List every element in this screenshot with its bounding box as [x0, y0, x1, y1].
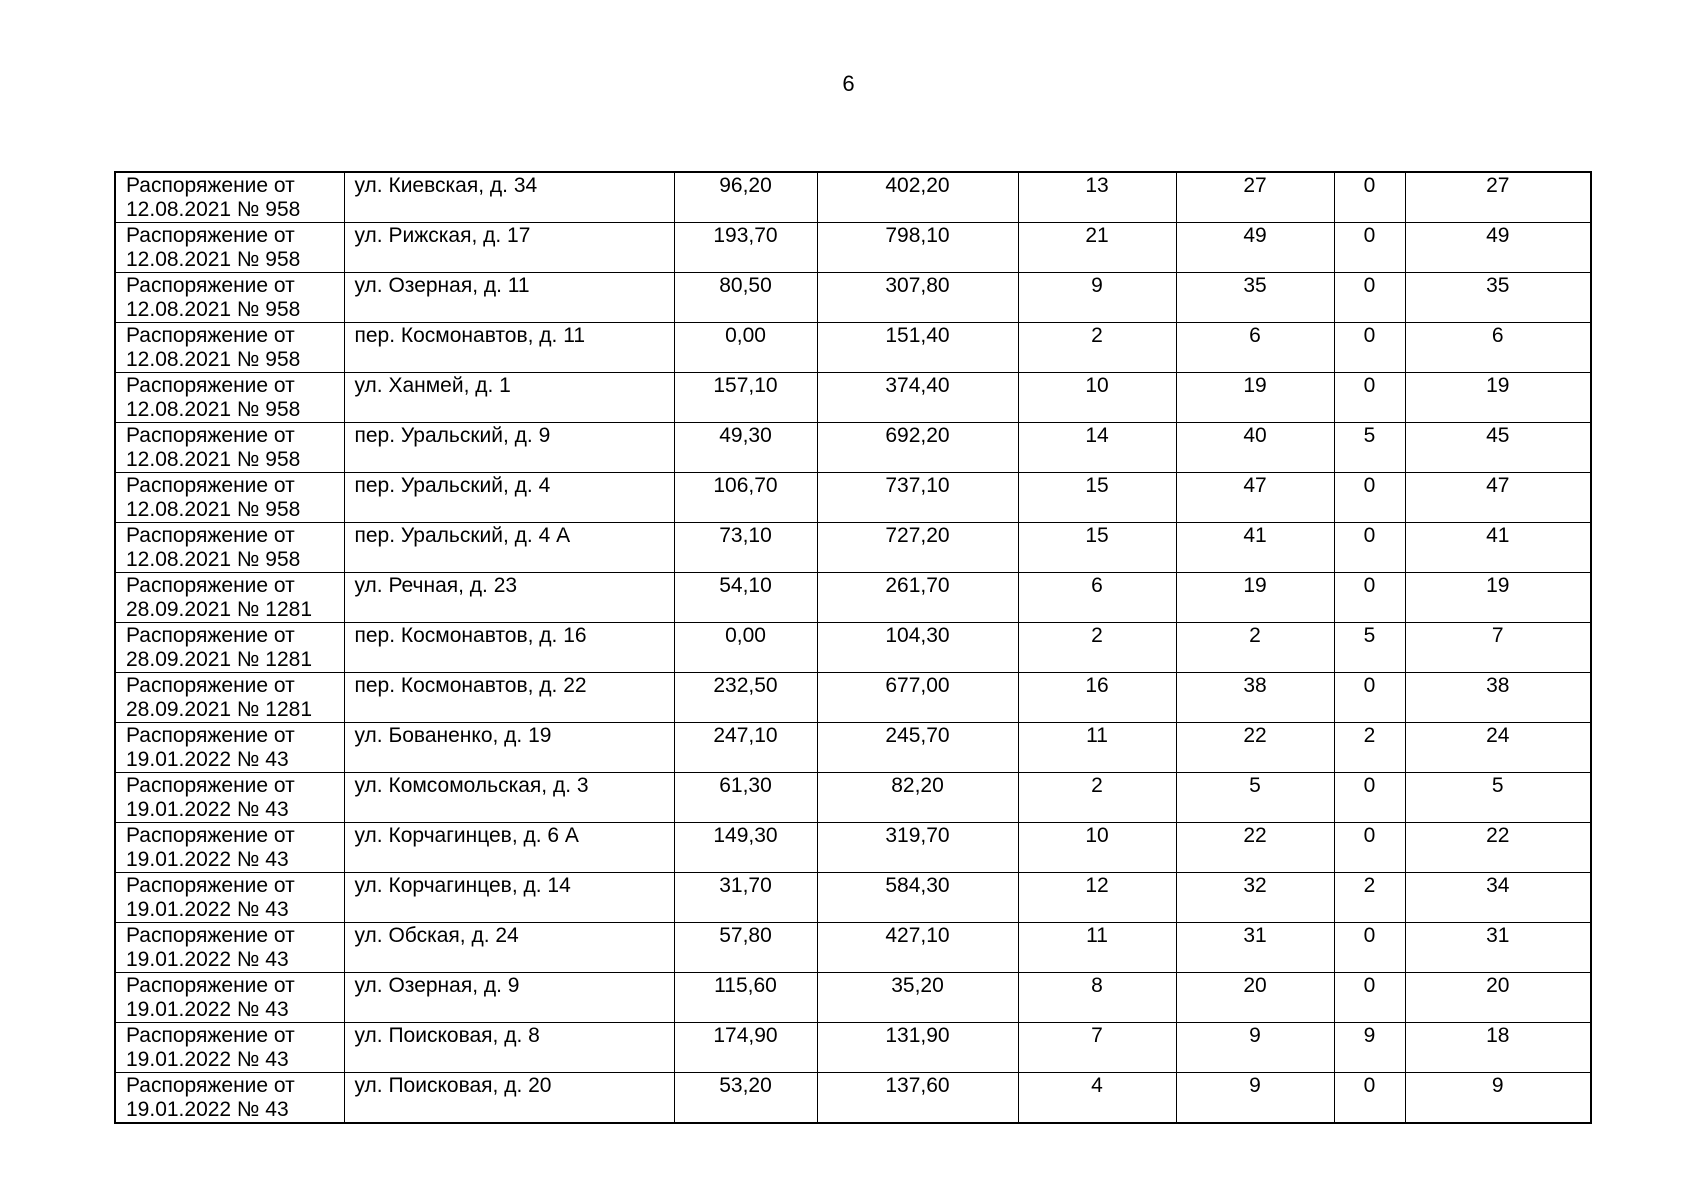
value-cell-5: 0 [1334, 172, 1405, 223]
value-cell-2: 737,10 [817, 473, 1018, 523]
value-cell-1: 193,70 [674, 223, 817, 273]
value-cell-2: 319,70 [817, 823, 1018, 873]
value-cell-4: 32 [1176, 873, 1334, 923]
value-cell-5: 2 [1334, 873, 1405, 923]
value-cell-4: 47 [1176, 473, 1334, 523]
table-row [115, 172, 1591, 223]
value-cell-6: 41 [1405, 523, 1591, 573]
value-cell-5: 0 [1334, 523, 1405, 573]
value-cell-2: 427,10 [817, 923, 1018, 973]
document-cell: Распоряжение от 28.09.2021 № 1281 [115, 573, 344, 623]
value-cell-6: 31 [1405, 923, 1591, 973]
value-cell-2: 727,20 [817, 523, 1018, 573]
value-cell-2: 374,40 [817, 373, 1018, 423]
value-cell-3: 21 [1018, 223, 1176, 273]
document-cell: Распоряжение от 12.08.2021 № 958 [115, 273, 344, 323]
value-cell-2: 307,80 [817, 273, 1018, 323]
document-cell: Распоряжение от 12.08.2021 № 958 [115, 373, 344, 423]
value-cell-2: 104,30 [817, 623, 1018, 673]
document-cell: Распоряжение от 12.08.2021 № 958 [115, 172, 344, 223]
table-row [115, 973, 1591, 1023]
table-row [115, 323, 1591, 373]
table-row [115, 423, 1591, 473]
address-cell: ул. Комсомольская, д. 3 [344, 773, 674, 823]
value-cell-1: 96,20 [674, 172, 817, 223]
value-cell-2: 798,10 [817, 223, 1018, 273]
document-cell: Распоряжение от 12.08.2021 № 958 [115, 473, 344, 523]
value-cell-2: 131,90 [817, 1023, 1018, 1073]
value-cell-6: 47 [1405, 473, 1591, 523]
document-cell: Распоряжение от 19.01.2022 № 43 [115, 873, 344, 923]
value-cell-5: 5 [1334, 623, 1405, 673]
value-cell-6: 5 [1405, 773, 1591, 823]
address-cell: пер. Космонавтов, д. 11 [344, 323, 674, 373]
table-row [115, 773, 1591, 823]
table-row [115, 623, 1591, 673]
document-cell: Распоряжение от 28.09.2021 № 1281 [115, 673, 344, 723]
value-cell-6: 7 [1405, 623, 1591, 673]
value-cell-3: 15 [1018, 523, 1176, 573]
table-row [115, 823, 1591, 873]
value-cell-5: 0 [1334, 973, 1405, 1023]
value-cell-2: 137,60 [817, 1073, 1018, 1124]
value-cell-1: 157,10 [674, 373, 817, 423]
table-body [115, 172, 1591, 1123]
address-cell: пер. Уральский, д. 4 [344, 473, 674, 523]
value-cell-1: 149,30 [674, 823, 817, 873]
value-cell-1: 80,50 [674, 273, 817, 323]
value-cell-4: 5 [1176, 773, 1334, 823]
document-cell: Распоряжение от 12.08.2021 № 958 [115, 423, 344, 473]
document-cell: Распоряжение от 28.09.2021 № 1281 [115, 623, 344, 673]
value-cell-3: 15 [1018, 473, 1176, 523]
value-cell-2: 692,20 [817, 423, 1018, 473]
document-cell: Распоряжение от 19.01.2022 № 43 [115, 1023, 344, 1073]
address-cell: ул. Ханмей, д. 1 [344, 373, 674, 423]
document-cell: Распоряжение от 12.08.2021 № 958 [115, 223, 344, 273]
table-row [115, 1073, 1591, 1124]
table-row [115, 523, 1591, 573]
value-cell-5: 0 [1334, 923, 1405, 973]
value-cell-3: 4 [1018, 1073, 1176, 1124]
value-cell-4: 9 [1176, 1073, 1334, 1124]
value-cell-1: 57,80 [674, 923, 817, 973]
value-cell-2: 584,30 [817, 873, 1018, 923]
value-cell-1: 106,70 [674, 473, 817, 523]
document-cell: Распоряжение от 12.08.2021 № 958 [115, 323, 344, 373]
value-cell-4: 27 [1176, 172, 1334, 223]
address-cell: ул. Корчагинцев, д. 14 [344, 873, 674, 923]
value-cell-2: 402,20 [817, 172, 1018, 223]
table-row [115, 573, 1591, 623]
value-cell-3: 11 [1018, 723, 1176, 773]
value-cell-4: 31 [1176, 923, 1334, 973]
table-row [115, 873, 1591, 923]
address-cell: ул. Поисковая, д. 20 [344, 1073, 674, 1124]
address-cell: пер. Космонавтов, д. 16 [344, 623, 674, 673]
value-cell-6: 38 [1405, 673, 1591, 723]
data-table [114, 171, 1592, 1124]
value-cell-6: 49 [1405, 223, 1591, 273]
value-cell-3: 14 [1018, 423, 1176, 473]
value-cell-3: 13 [1018, 172, 1176, 223]
value-cell-5: 0 [1334, 473, 1405, 523]
value-cell-3: 2 [1018, 623, 1176, 673]
table-row [115, 673, 1591, 723]
address-cell: пер. Уральский, д. 9 [344, 423, 674, 473]
address-cell: ул. Обская, д. 24 [344, 923, 674, 973]
value-cell-6: 24 [1405, 723, 1591, 773]
value-cell-2: 261,70 [817, 573, 1018, 623]
table-row [115, 373, 1591, 423]
value-cell-1: 54,10 [674, 573, 817, 623]
value-cell-2: 677,00 [817, 673, 1018, 723]
value-cell-6: 19 [1405, 373, 1591, 423]
value-cell-2: 35,20 [817, 973, 1018, 1023]
value-cell-3: 11 [1018, 923, 1176, 973]
value-cell-3: 2 [1018, 773, 1176, 823]
value-cell-5: 0 [1334, 323, 1405, 373]
value-cell-2: 151,40 [817, 323, 1018, 373]
value-cell-6: 18 [1405, 1023, 1591, 1073]
value-cell-4: 49 [1176, 223, 1334, 273]
table-row [115, 723, 1591, 773]
value-cell-2: 245,70 [817, 723, 1018, 773]
value-cell-5: 0 [1334, 823, 1405, 873]
address-cell: ул. Поисковая, д. 8 [344, 1023, 674, 1073]
value-cell-3: 9 [1018, 273, 1176, 323]
value-cell-6: 19 [1405, 573, 1591, 623]
value-cell-5: 0 [1334, 373, 1405, 423]
value-cell-4: 22 [1176, 723, 1334, 773]
document-cell: Распоряжение от 19.01.2022 № 43 [115, 723, 344, 773]
value-cell-1: 232,50 [674, 673, 817, 723]
value-cell-4: 9 [1176, 1023, 1334, 1073]
document-cell: Распоряжение от 19.01.2022 № 43 [115, 973, 344, 1023]
page-number: 6 [842, 71, 855, 96]
value-cell-2: 82,20 [817, 773, 1018, 823]
address-cell: пер. Космонавтов, д. 22 [344, 673, 674, 723]
value-cell-1: 61,30 [674, 773, 817, 823]
value-cell-4: 19 [1176, 373, 1334, 423]
value-cell-3: 6 [1018, 573, 1176, 623]
value-cell-6: 6 [1405, 323, 1591, 373]
value-cell-5: 2 [1334, 723, 1405, 773]
table-row [115, 923, 1591, 973]
value-cell-1: 53,20 [674, 1073, 817, 1124]
table-row [115, 223, 1591, 273]
address-cell: ул. Бованенко, д. 19 [344, 723, 674, 773]
value-cell-3: 12 [1018, 873, 1176, 923]
address-cell: ул. Озерная, д. 9 [344, 973, 674, 1023]
address-cell: ул. Рижская, д. 17 [344, 223, 674, 273]
value-cell-6: 9 [1405, 1073, 1591, 1124]
value-cell-3: 2 [1018, 323, 1176, 373]
value-cell-1: 31,70 [674, 873, 817, 923]
value-cell-4: 22 [1176, 823, 1334, 873]
address-cell: пер. Уральский, д. 4 А [344, 523, 674, 573]
value-cell-4: 6 [1176, 323, 1334, 373]
value-cell-3: 10 [1018, 823, 1176, 873]
value-cell-3: 8 [1018, 973, 1176, 1023]
value-cell-1: 0,00 [674, 323, 817, 373]
value-cell-5: 0 [1334, 1073, 1405, 1124]
value-cell-3: 10 [1018, 373, 1176, 423]
value-cell-5: 0 [1334, 573, 1405, 623]
value-cell-4: 19 [1176, 573, 1334, 623]
table-row [115, 1023, 1591, 1073]
document-cell: Распоряжение от 19.01.2022 № 43 [115, 823, 344, 873]
value-cell-6: 45 [1405, 423, 1591, 473]
document-cell: Распоряжение от 19.01.2022 № 43 [115, 773, 344, 823]
table-row [115, 473, 1591, 523]
address-cell: ул. Озерная, д. 11 [344, 273, 674, 323]
value-cell-4: 38 [1176, 673, 1334, 723]
value-cell-6: 27 [1405, 172, 1591, 223]
value-cell-3: 16 [1018, 673, 1176, 723]
value-cell-3: 7 [1018, 1023, 1176, 1073]
value-cell-4: 41 [1176, 523, 1334, 573]
address-cell: ул. Речная, д. 23 [344, 573, 674, 623]
value-cell-4: 2 [1176, 623, 1334, 673]
value-cell-6: 20 [1405, 973, 1591, 1023]
value-cell-4: 40 [1176, 423, 1334, 473]
value-cell-1: 0,00 [674, 623, 817, 673]
value-cell-1: 73,10 [674, 523, 817, 573]
value-cell-6: 22 [1405, 823, 1591, 873]
value-cell-6: 34 [1405, 873, 1591, 923]
document-cell: Распоряжение от 19.01.2022 № 43 [115, 923, 344, 973]
address-cell: ул. Киевская, д. 34 [344, 172, 674, 223]
address-cell: ул. Корчагинцев, д. 6 А [344, 823, 674, 873]
value-cell-5: 9 [1334, 1023, 1405, 1073]
document-cell: Распоряжение от 12.08.2021 № 958 [115, 523, 344, 573]
value-cell-5: 0 [1334, 273, 1405, 323]
value-cell-5: 0 [1334, 773, 1405, 823]
document-cell: Распоряжение от 19.01.2022 № 43 [115, 1073, 344, 1124]
value-cell-1: 174,90 [674, 1023, 817, 1073]
value-cell-1: 49,30 [674, 423, 817, 473]
value-cell-6: 35 [1405, 273, 1591, 323]
value-cell-5: 0 [1334, 673, 1405, 723]
value-cell-5: 0 [1334, 223, 1405, 273]
table-row [115, 273, 1591, 323]
value-cell-1: 115,60 [674, 973, 817, 1023]
value-cell-4: 35 [1176, 273, 1334, 323]
value-cell-4: 20 [1176, 973, 1334, 1023]
value-cell-1: 247,10 [674, 723, 817, 773]
value-cell-5: 5 [1334, 423, 1405, 473]
